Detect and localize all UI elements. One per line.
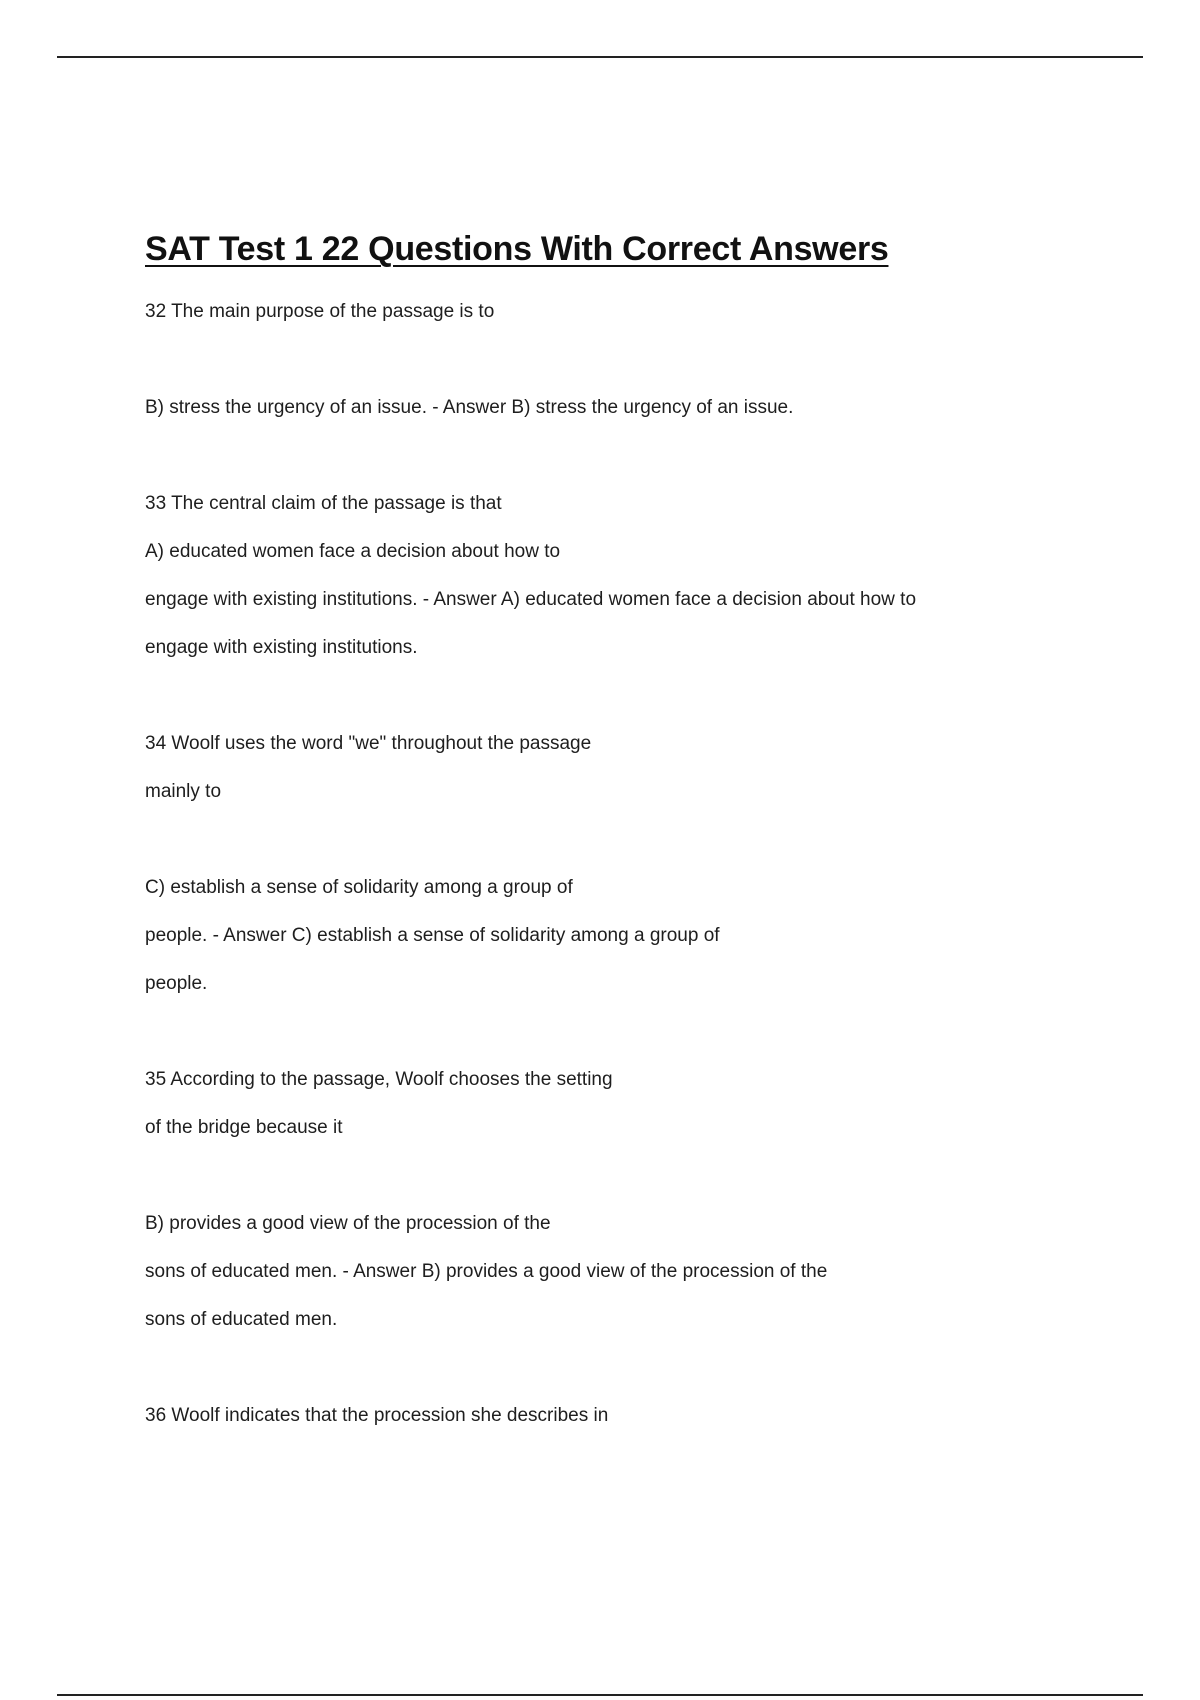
spacer	[145, 336, 1105, 384]
q35-answer-line-3: sons of educated men.	[145, 1309, 338, 1330]
q34-prompt-line-2: mainly to	[145, 781, 222, 802]
spacer	[145, 1344, 1105, 1392]
document-body	[145, 226, 1105, 1440]
q33-answer-line-1: A) educated women face a decision about how to	[145, 541, 561, 562]
bottom-rule	[57, 1694, 1143, 1696]
q34-prompt-line-1: 34 Woolf uses the word "we" throughout the passage	[145, 733, 592, 754]
q34-answer-line-2: people. - Answer C) establish a sense of solidarity among a group of	[145, 925, 720, 946]
q32-answer: B) stress the urgency of an issue. - Answer B) stress the urgency of an issue.	[145, 397, 794, 418]
q35-prompt-line-1: 35 According to the passage, Woolf chooses the setting	[145, 1069, 613, 1090]
question-list	[145, 288, 1105, 1440]
spacer	[145, 1008, 1105, 1056]
spacer	[145, 672, 1105, 720]
top-rule	[57, 56, 1143, 58]
q34-answer-line-3: people.	[145, 973, 208, 994]
q34-answer-line-1: C) establish a sense of solidarity among a group of	[145, 877, 573, 898]
q35-prompt-line-2: of the bridge because it	[145, 1117, 343, 1138]
q35-answer-line-1: B) provides a good view of the procession of the	[145, 1213, 551, 1234]
spacer	[145, 432, 1105, 480]
q32-prompt: 32 The main purpose of the passage is to	[145, 301, 495, 322]
q33-answer-line-3: engage with existing institutions.	[145, 637, 418, 658]
document-title: SAT Test 1 22 Questions With Correct Answers	[145, 230, 889, 268]
q35-answer-line-2: sons of educated men. - Answer B) provides a good view of the procession of the	[145, 1261, 828, 1282]
spacer	[145, 816, 1105, 864]
q36-prompt: 36 Woolf indicates that the procession she describes in	[145, 1405, 609, 1426]
q33-prompt: 33 The central claim of the passage is that	[145, 493, 502, 514]
spacer	[145, 1152, 1105, 1200]
q33-answer-line-2: engage with existing institutions. - Answer A) educated women face a decision about how to	[145, 589, 917, 610]
